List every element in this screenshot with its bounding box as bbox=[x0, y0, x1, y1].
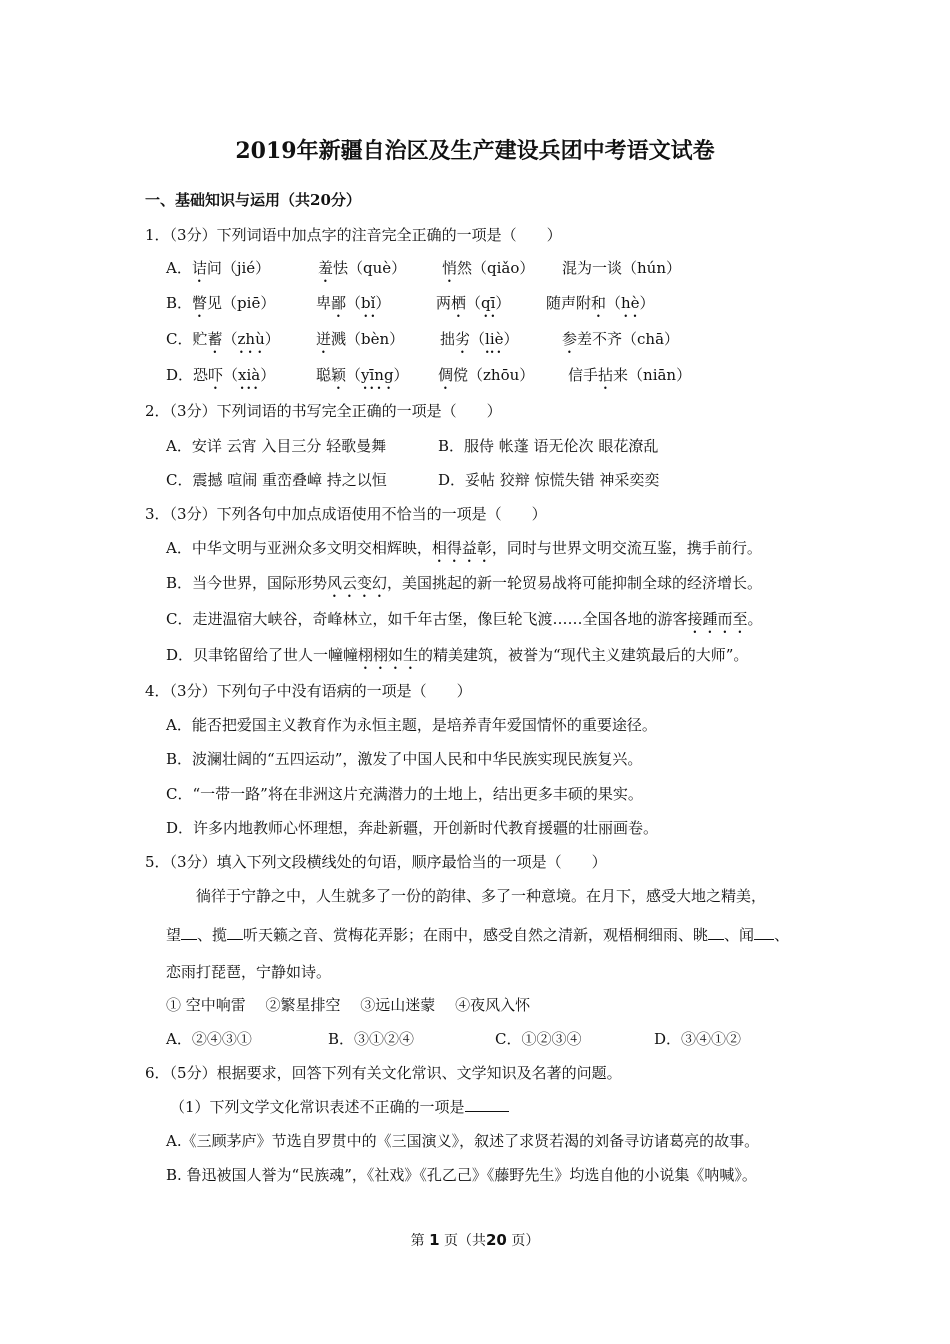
q1-a-w4: 混为一谈（hún） bbox=[562, 259, 681, 277]
q3-option-a: A．中华文明与亚洲众多文明交相辉映，相得益彰，同时与世界文明交流互鉴，携手前行。 bbox=[166, 539, 762, 557]
q1-d-w4: 信手拈来（niān） bbox=[568, 366, 692, 384]
q1-b-w4: 随声附和（hè） bbox=[546, 294, 655, 312]
q5-passage-line3: 恋雨打琵琶，宁静如诗。 bbox=[166, 963, 332, 981]
q6-sub1: （1）下列文学文化常识表述不正确的一项是 bbox=[170, 1097, 509, 1117]
q5-option-b: B．③①②④ bbox=[328, 1030, 415, 1048]
q6-option-b: B. 鲁迅被国人誉为“民族魂”，《社戏》《孔乙己》《藤野先生》均选自他的小说集《呐喊》。 bbox=[166, 1166, 757, 1184]
q1-a-w2: 羞怯（què） bbox=[318, 259, 407, 277]
section-heading: 一、基础知识与运用（共20分） bbox=[145, 191, 361, 209]
q2-option-d: D．妥帖 狡辩 惊慌失错 神采奕奕 bbox=[438, 471, 660, 489]
q6-option-a: A.《三顾茅庐》节选自罗贯中的《三国演义》，叙述了求贤若渴的刘备寻访诸葛亮的故事。 bbox=[166, 1132, 760, 1150]
q1-b-w2: 卑鄙（bǐ） bbox=[316, 294, 391, 312]
q5-stem: 5．（3分）填入下列文段横线处的句语，顺序最恰当的一项是（ ） bbox=[145, 853, 607, 871]
q2-option-a: A．安详 云宵 入目三分 轻歌曼舞 bbox=[166, 437, 387, 455]
page-number: 1 bbox=[429, 1231, 440, 1249]
q1-option-b: B．瞥见（piē） bbox=[166, 294, 276, 312]
q1-b-w3: 两栖（qī） bbox=[436, 294, 511, 312]
q4-stem: 4．（3分）下列句子中没有语病的一项是（ ） bbox=[145, 682, 472, 700]
q5-option-a: A．②④③① bbox=[166, 1030, 252, 1048]
q4-option-a: A．能否把爱国主义教育作为永恒主题，是培养青年爱国情怀的重要途径。 bbox=[166, 716, 657, 734]
q1-stem: 1．（3分）下列词语中加点字的注音完全正确的一项是（ ） bbox=[145, 226, 562, 244]
q1-option-c: C．贮蓄（zhù） bbox=[166, 330, 280, 348]
q2-option-b: B．服侍 帐蓬 语无伦次 眼花潦乱 bbox=[438, 437, 659, 455]
q5-option-c: C．①②③④ bbox=[495, 1030, 582, 1048]
q4-option-d: D．许多内地教师心怀理想，奔赴新疆，开创新时代教育援疆的壮丽画卷。 bbox=[166, 819, 659, 837]
q1-c-w3: 拙劣（liè） bbox=[440, 330, 519, 348]
q5-passage-line1: 徜徉于宁静之中，人生就多了一份的韵律、多了一种意境。在月下，感受大地之精美， bbox=[196, 887, 767, 905]
q5-option-d: D．③④①② bbox=[654, 1030, 742, 1048]
page-total: 20 bbox=[486, 1231, 507, 1249]
q4-option-c: C．“一带一路”将在非洲这片充满潜力的土地上，结出更多丰硕的果实。 bbox=[166, 785, 643, 803]
q1-option-a: A．诘问（jié） bbox=[166, 259, 271, 277]
q1-c-w2: 迸溅（bèn） bbox=[316, 330, 405, 348]
answer-blank bbox=[465, 1097, 509, 1112]
blank-2 bbox=[227, 925, 243, 940]
q3-option-d: D．贝聿铭留给了世人一幢幢栩栩如生的精美建筑，被誉为“现代主义建筑最后的大师”。 bbox=[166, 646, 749, 664]
q3-stem: 3．（3分）下列各句中加点成语使用不恰当的一项是（ ） bbox=[145, 505, 547, 523]
blank-4 bbox=[754, 925, 774, 940]
q5-passage-line2: 望 、揽 听天籁之音、赏梅花弄影；在雨中，感受自然之清新，观梧桐细雨、眺 、闻 、 bbox=[166, 926, 790, 944]
q1-c-w4: 参差不齐（chā） bbox=[562, 330, 680, 348]
q3-option-c: C．走进温宿大峡谷，奇峰林立，如千年古堡，像巨轮飞渡……全国各地的游客接踵而至。 bbox=[166, 610, 763, 628]
q1-a-w3: 悄然（qiǎo） bbox=[442, 259, 535, 277]
q1-option-d: D．恐吓（xià） bbox=[166, 366, 276, 384]
q2-stem: 2．（3分）下列词语的书写完全正确的一项是（ ） bbox=[145, 402, 502, 420]
q6-stem: 6．（5分）根据要求，回答下列有关文化常识、文学知识及名著的问题。 bbox=[145, 1064, 622, 1082]
page-title: 2019年新疆自治区及生产建设兵团中考语文试卷 bbox=[235, 138, 715, 164]
q2-option-c: C．震撼 喧闹 重峦叠嶂 持之以恒 bbox=[166, 471, 387, 489]
page-footer: 第 1 页（共20 页） bbox=[410, 1231, 540, 1249]
q1-d-w3: 倜傥（zhōu） bbox=[438, 366, 535, 384]
q4-option-b: B．波澜壮阔的“五四运动”，激发了中国人民和中华民族实现民族复兴。 bbox=[166, 750, 643, 768]
q1-d-w2: 聪颖（yīng） bbox=[316, 366, 409, 384]
blank-1 bbox=[181, 925, 197, 940]
blank-3 bbox=[708, 925, 724, 940]
q3-option-b: B．当今世界，国际形势风云变幻，美国挑起的新一轮贸易战将可能抑制全球的经济增长。 bbox=[166, 574, 763, 592]
q5-items: ① 空中响雷 ②繁星排空 ③远山迷蒙 ④夜风入怀 bbox=[166, 996, 531, 1014]
